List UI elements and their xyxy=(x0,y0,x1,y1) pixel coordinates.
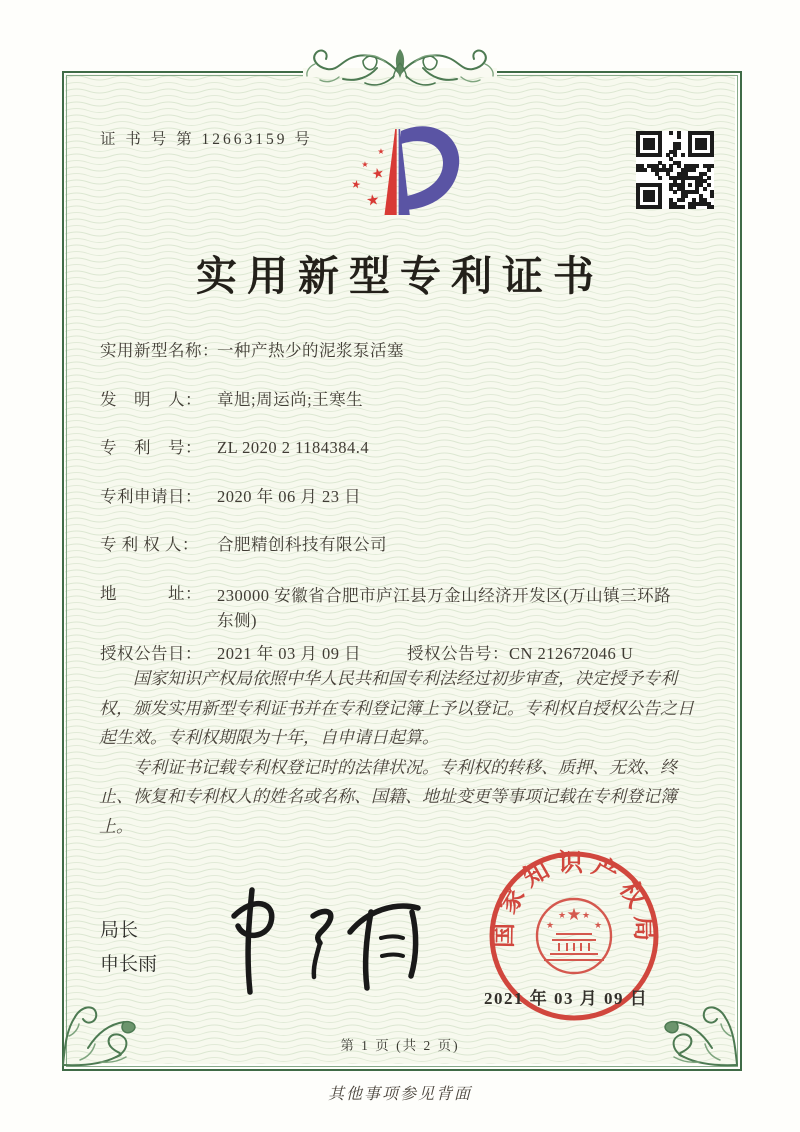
field-row-address xyxy=(100,583,700,633)
field-label: 专 利 号： xyxy=(100,438,202,457)
legal-paragraph-1: 国家知识产权局依照中华人民共和国专利法经过初步审查，决定授予专利权，颁发实用新型专利证书并在专利登记簿上予以登记。专利权自授权公告之日起生效。专利权期限为十年，自申请日起算。 xyxy=(99,669,694,747)
cnipa-logo-icon xyxy=(338,108,462,222)
official-title: 局长 xyxy=(100,920,139,941)
field-value: ZL 2020 2 1184384.4 xyxy=(217,438,370,457)
field-value-grant-no: CN 212672046 U xyxy=(509,643,634,663)
svg-text:★: ★ xyxy=(361,160,369,169)
back-note: 其他事项参见背面 xyxy=(327,1086,472,1103)
field-value: 一种产热少的泥浆泵活塞 xyxy=(217,341,404,360)
field-value: 合肥精创科技有限公司 xyxy=(217,535,387,554)
field-label: 授权公告日： xyxy=(100,643,202,663)
field-row-patent-no xyxy=(100,437,700,458)
field-label: 发 明 人： xyxy=(100,389,202,409)
field-label: 地 址： xyxy=(100,583,202,603)
field-value: 2021 年 03 月 09 日 xyxy=(217,643,362,663)
signature-handwriting-icon xyxy=(216,876,442,1002)
field-row-inventors xyxy=(100,389,700,410)
national-emblem-icon xyxy=(537,899,611,973)
svg-text:★: ★ xyxy=(350,177,363,192)
svg-text:★: ★ xyxy=(566,905,582,925)
field-row-patentee xyxy=(100,534,700,555)
field-row-grant xyxy=(100,643,700,664)
official-block xyxy=(100,914,157,982)
page-number: 第 1 页 (共 2 页) xyxy=(340,1038,460,1053)
field-value: 2020 年 06 月 23 日 xyxy=(217,486,362,506)
seal-date: 2021 年 03 月 09 日 xyxy=(484,989,649,1008)
svg-text:★: ★ xyxy=(370,164,386,184)
svg-text:★: ★ xyxy=(377,147,385,156)
field-label: 实用新型名称： xyxy=(100,341,219,360)
svg-text:★: ★ xyxy=(364,190,381,210)
field-list xyxy=(100,340,700,691)
field-row-name xyxy=(100,340,700,361)
field-value: 230000 安徽省合肥市庐江县万金山经济开发区(万山镇三环路东侧) xyxy=(217,585,672,630)
svg-text:★: ★ xyxy=(557,911,567,921)
field-row-filing-date xyxy=(100,486,700,507)
svg-text:★: ★ xyxy=(545,921,555,931)
svg-text:★: ★ xyxy=(581,911,591,921)
field-label: 专 利 权 人： xyxy=(100,535,199,554)
certificate-title: 实用新型专利证书 xyxy=(196,253,604,299)
svg-text:★: ★ xyxy=(593,921,603,931)
field-value: 章旭;周运尚;王寒生 xyxy=(217,389,364,409)
legal-paragraph-2: 专利证书记载专利权登记时的法律状况。专利权的转移、质押、无效、终止、恢复和专利权人的姓名或名称、国籍、地址变更等事项记载在专利登记簿上。 xyxy=(99,757,677,836)
qr-code xyxy=(636,131,714,209)
top-scroll-ornament-icon xyxy=(275,44,525,102)
legal-text xyxy=(99,664,701,841)
seal-text: 国家知识产权局 xyxy=(490,850,658,949)
corner-ornament-left-icon xyxy=(54,972,150,1074)
official-name: 申长雨 xyxy=(100,954,158,975)
certificate-number: 证 书 号 第 12663159 号 xyxy=(100,131,313,148)
field-label: 专利申请日： xyxy=(100,486,202,506)
field-label-grant-no: 授权公告号： xyxy=(407,643,509,663)
